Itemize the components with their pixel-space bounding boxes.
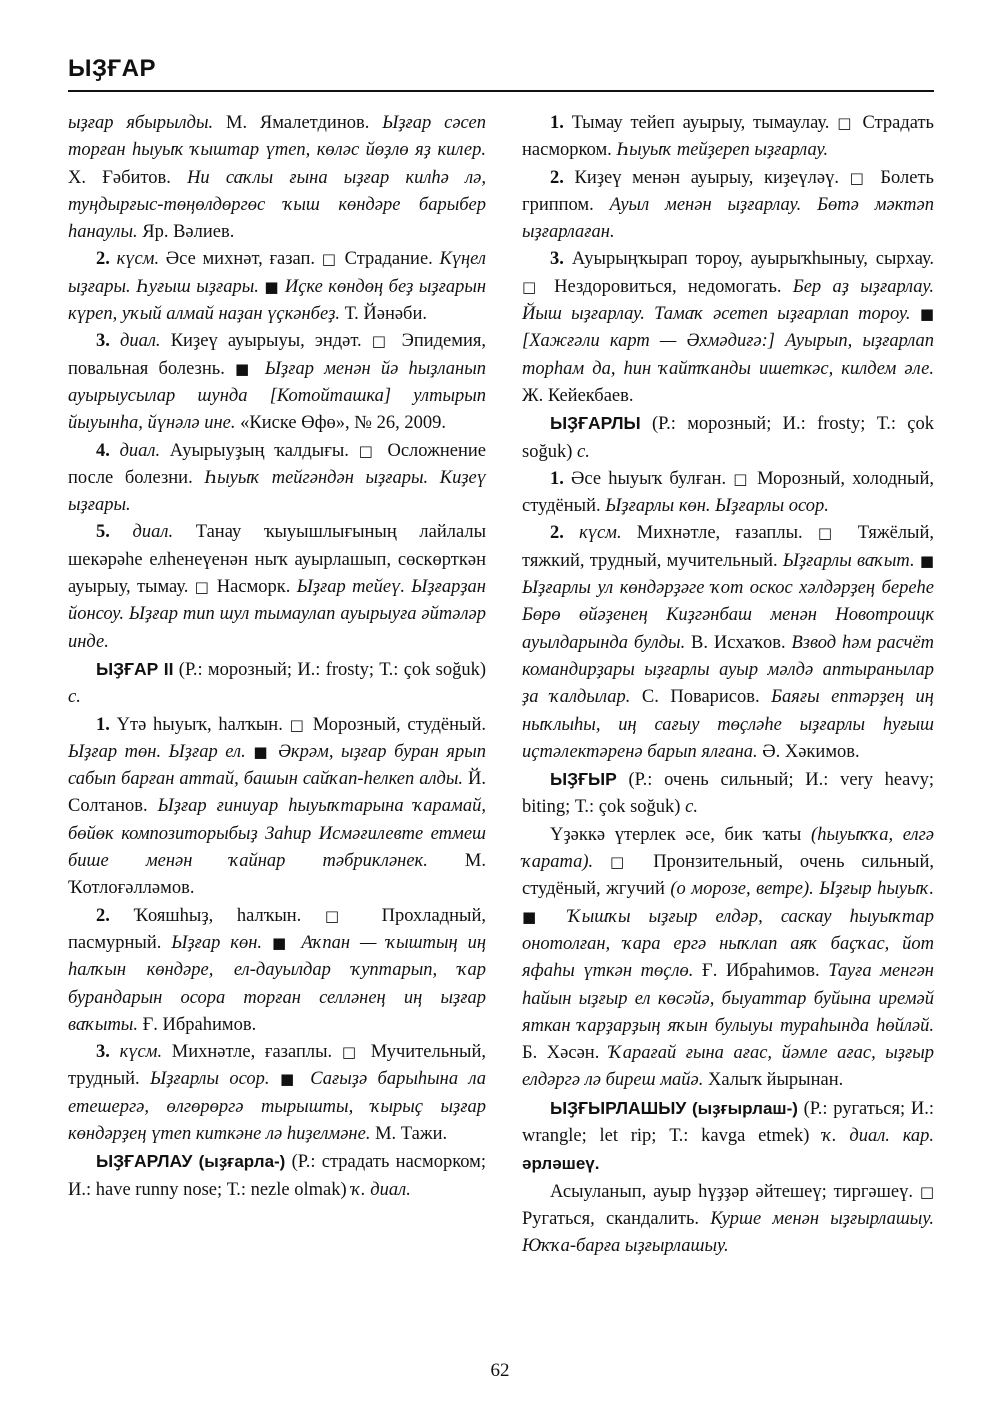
entry-headword-paragraph: ЫҘҒАРЛАУ (ыҙғарла-) (Р.: страдать насморком; И.: have runny nose; Т.: nezle olmak) ҡ. диал. <box>68 1151 487 1200</box>
definition-paragraph: 1. Тымау тейеп ауырыу, тымаулау. □ Страдать насморком. Һыуыҡ тейҙереп ыҙғарлау. <box>522 113 934 161</box>
header-word: ЫҘҒАР <box>68 55 156 82</box>
definition-paragraph: 3. диал. Киҙеү ауырыуы, эндәт. □ Эпидемия, повальная болезнь. ■ Ыҙғар менән йә һыҙланып ауырыусылар шунда [Котойташка] ултырып йыуынһа, йүнәлә ине. «Киске Өфө», № 26, 2009. <box>68 331 486 434</box>
running-header <box>68 55 934 83</box>
definition-paragraph: 2. күсм. Әсе михнәт, ғазап. □ Страдание. Күңел ыҙғары. Һуғыш ыҙғары. ■ Иҫке көндөң беҙ ыҙғарын күреп, уҡый алмай наҙан үҫкәнбеҙ. Т. Йәнәби. <box>68 249 487 325</box>
page-number: 62 <box>490 1360 510 1381</box>
entry-headword-paragraph: ЫҘҒАР II (Р.: морозный; И.: frosty; Т.: çok soğuk) с. <box>68 658 487 708</box>
definition-paragraph: 4. диал. Ауырыуҙың ҡалдығы. □ Осложнение после болезни. Һыуыҡ тейгәндән ыҙғары. Киҙеү ыҙғары. <box>68 440 486 516</box>
entry-headword-paragraph: ЫҘҒАРЛЫ (Р.: морозный; И.: frosty; Т.: çok soğuk) с. <box>522 413 934 462</box>
definition-paragraph: 3. Ауырыңҡырап тороу, ауырыҡһыныу, сырхау. □ Нездоровиться, недомогать. Бер аҙ ыҙғарлау. Йыш ыҙғарлау. Тамаҡ әсетеп ыҙғарлап тороу. ■ [Хажғәли карт — Әхмәдиғә:] Ауырып, ыҙғарлап торһам да, һин ҡайтҡанды ишеткәс, килдем әле. Ж. Кейекбаев. <box>522 249 935 406</box>
entry-headword-paragraph: ЫҘҒЫР (Р.: очень сильный; И.: very heavy; biting; Т.: çok soğuk) с. <box>522 769 934 818</box>
definition-paragraph: 5. диал. Танау ҡыуышлығының лайлалы шекәрәһе елһенеүенән ныҡ ауырлашып, сөскөрткән ауырыу, тымау. □ Насморк. Ыҙғар тейеү. Ыҙғарҙан йонсоу. Ыҙғар тип шул тымаулап ауырыуға әйтәләр инде. <box>68 522 486 652</box>
definition-paragraph: 2. күсм. Михнәтле, ғазаплы. □ Тяжёлый, тяжкий, трудный, мучительный. Ыҙғарлы ваҡыт. ■ Ыҙғарлы ул көндәрҙәге ҡот оскос хәлдәрҙең береһе Бөрө өйәҙенең Киҙгәнбаш менән Новотроицк ауылдарында булды. В. Исхаҡов. Взвод һәм расчёт командирҙары ыҙғарлы ауыр мәлдә аптыранылар ҙа ҡалдылар. С. Поварисов. Баяғы ептәрҙең иң ныҡлыһы, иң сағыу төҫләһе ыҙғарлы һуғыш иҫтәлектәренә барып ялғана. Ә. Хәкимов. <box>522 523 935 762</box>
header-rule <box>68 90 934 92</box>
definition-paragraph: 2. Киҙеү менән ауырыу, киҙеүләү. □ Болеть гриппом. Ауыл менән ыҙғарлау. Бөтә мәктәп ыҙғарлаған. <box>522 167 934 243</box>
definition-paragraph: 3. күсм. Михнәтле, ғазаплы. □ Мучительный, трудный. Ыҙғарлы осор. ■ Сағыҙә барыһына ла етешергә, өлгөрөргә тырышты, ҡырыҫ ыҙғар көндәрҙең үтеп киткәне лә һиҙелмәне. М. Тажи. <box>68 1042 487 1144</box>
definition-paragraph: ыҙғар ябырылды. М. Ямалетдинов. Ыҙғар сәсеп торған һыуыҡ ҡыштар үтеп, көләс йөҙлө яҙ килер. Х. Ғәбитов. Ни саҡлы ғына ыҙғар килһә лә, туңдырғыс-төңөлдөргөс ҡыш көндәре барыбер һанаулы. Яр. Вәлиев. <box>68 113 486 243</box>
definition-paragraph: Үҙәккә үтерлек әсе, бик ҡаты (һыуыҡҡа, елгә ҡарата). □ Пронзительный, очень сильный, студёный, жгучий (о морозе, ветре). Ыҙғыр һыуыҡ. ■ Ҡышҡы ыҙғыр елдәр, саскау һыуыҡтар онотолған, ҡара ергә ныҡлап аяҡ баҫҡас, йот яфаһы үткән төҫлө. Ғ. Ибраһимов. Тауға менгән һайын ыҙғыр ел көсәйә, быуаттар буйына иремәй яткан ҡарҙарҙың яҡын булыуы тураһында һөйләй. Б. Хәсән. Ҡарағай ғына ағас, йәмле ағас, ыҙғыр елдәргә лә биреш майә. Халыҡ йырынан. <box>522 824 935 1091</box>
definition-paragraph: 2. Ҡояшһыҙ, һалҡын. □ Прохладный, пасмурный. Ыҙғар көн. ■ Аҡпан — ҡыштың иң һалҡын көндәре, ел-дауылдар ҡуптарып, ҡар бурандарын осора торған селләнең иң ыҙғар ваҡыты. Ғ. Ибраһимов. <box>68 905 487 1035</box>
definition-paragraph: 1. Үтә һыуыҡ, һалҡын. □ Морозный, студёный. Ыҙғар төн. Ыҙғар ел. ■ Әкрәм, ыҙғар буран ярып сабып барған аттай, башын сайҡап-һелкеп алды. Й. Солтанов. Ыҙғар ғиниуар һыуыҡтарына ҡарамай, бөйөк композиторыбыҙ Заһир Исмәғилевте етмеш бише менән ҡайнар тәбрикләнек. М. Ҡотлоғәлләмов. <box>68 714 487 899</box>
definition-paragraph: 1. Әсе һыуыҡ булған. □ Морозный, холодный, студёный. Ыҙғарлы көн. Ыҙғарлы осор. <box>522 468 934 517</box>
right-column <box>522 110 934 1260</box>
definition-paragraph: Асыуланып, ауыр һүҙҙәр әйтешеү; тиргәшеү. □ Ругаться, скандалить. Курше менән ыҙғырлашыу. Юҡҡа-барға ыҙғырлашыу. <box>522 1181 935 1257</box>
entry-headword-paragraph: ЫҘҒЫРЛАШЫУ (ыҙғырлаш-) (Р.: ругаться; И.: wrangle; let rip; Т.: kavga etmek) ҡ. диал. кар. әрләшеү. <box>522 1097 935 1174</box>
left-column <box>68 110 486 1204</box>
